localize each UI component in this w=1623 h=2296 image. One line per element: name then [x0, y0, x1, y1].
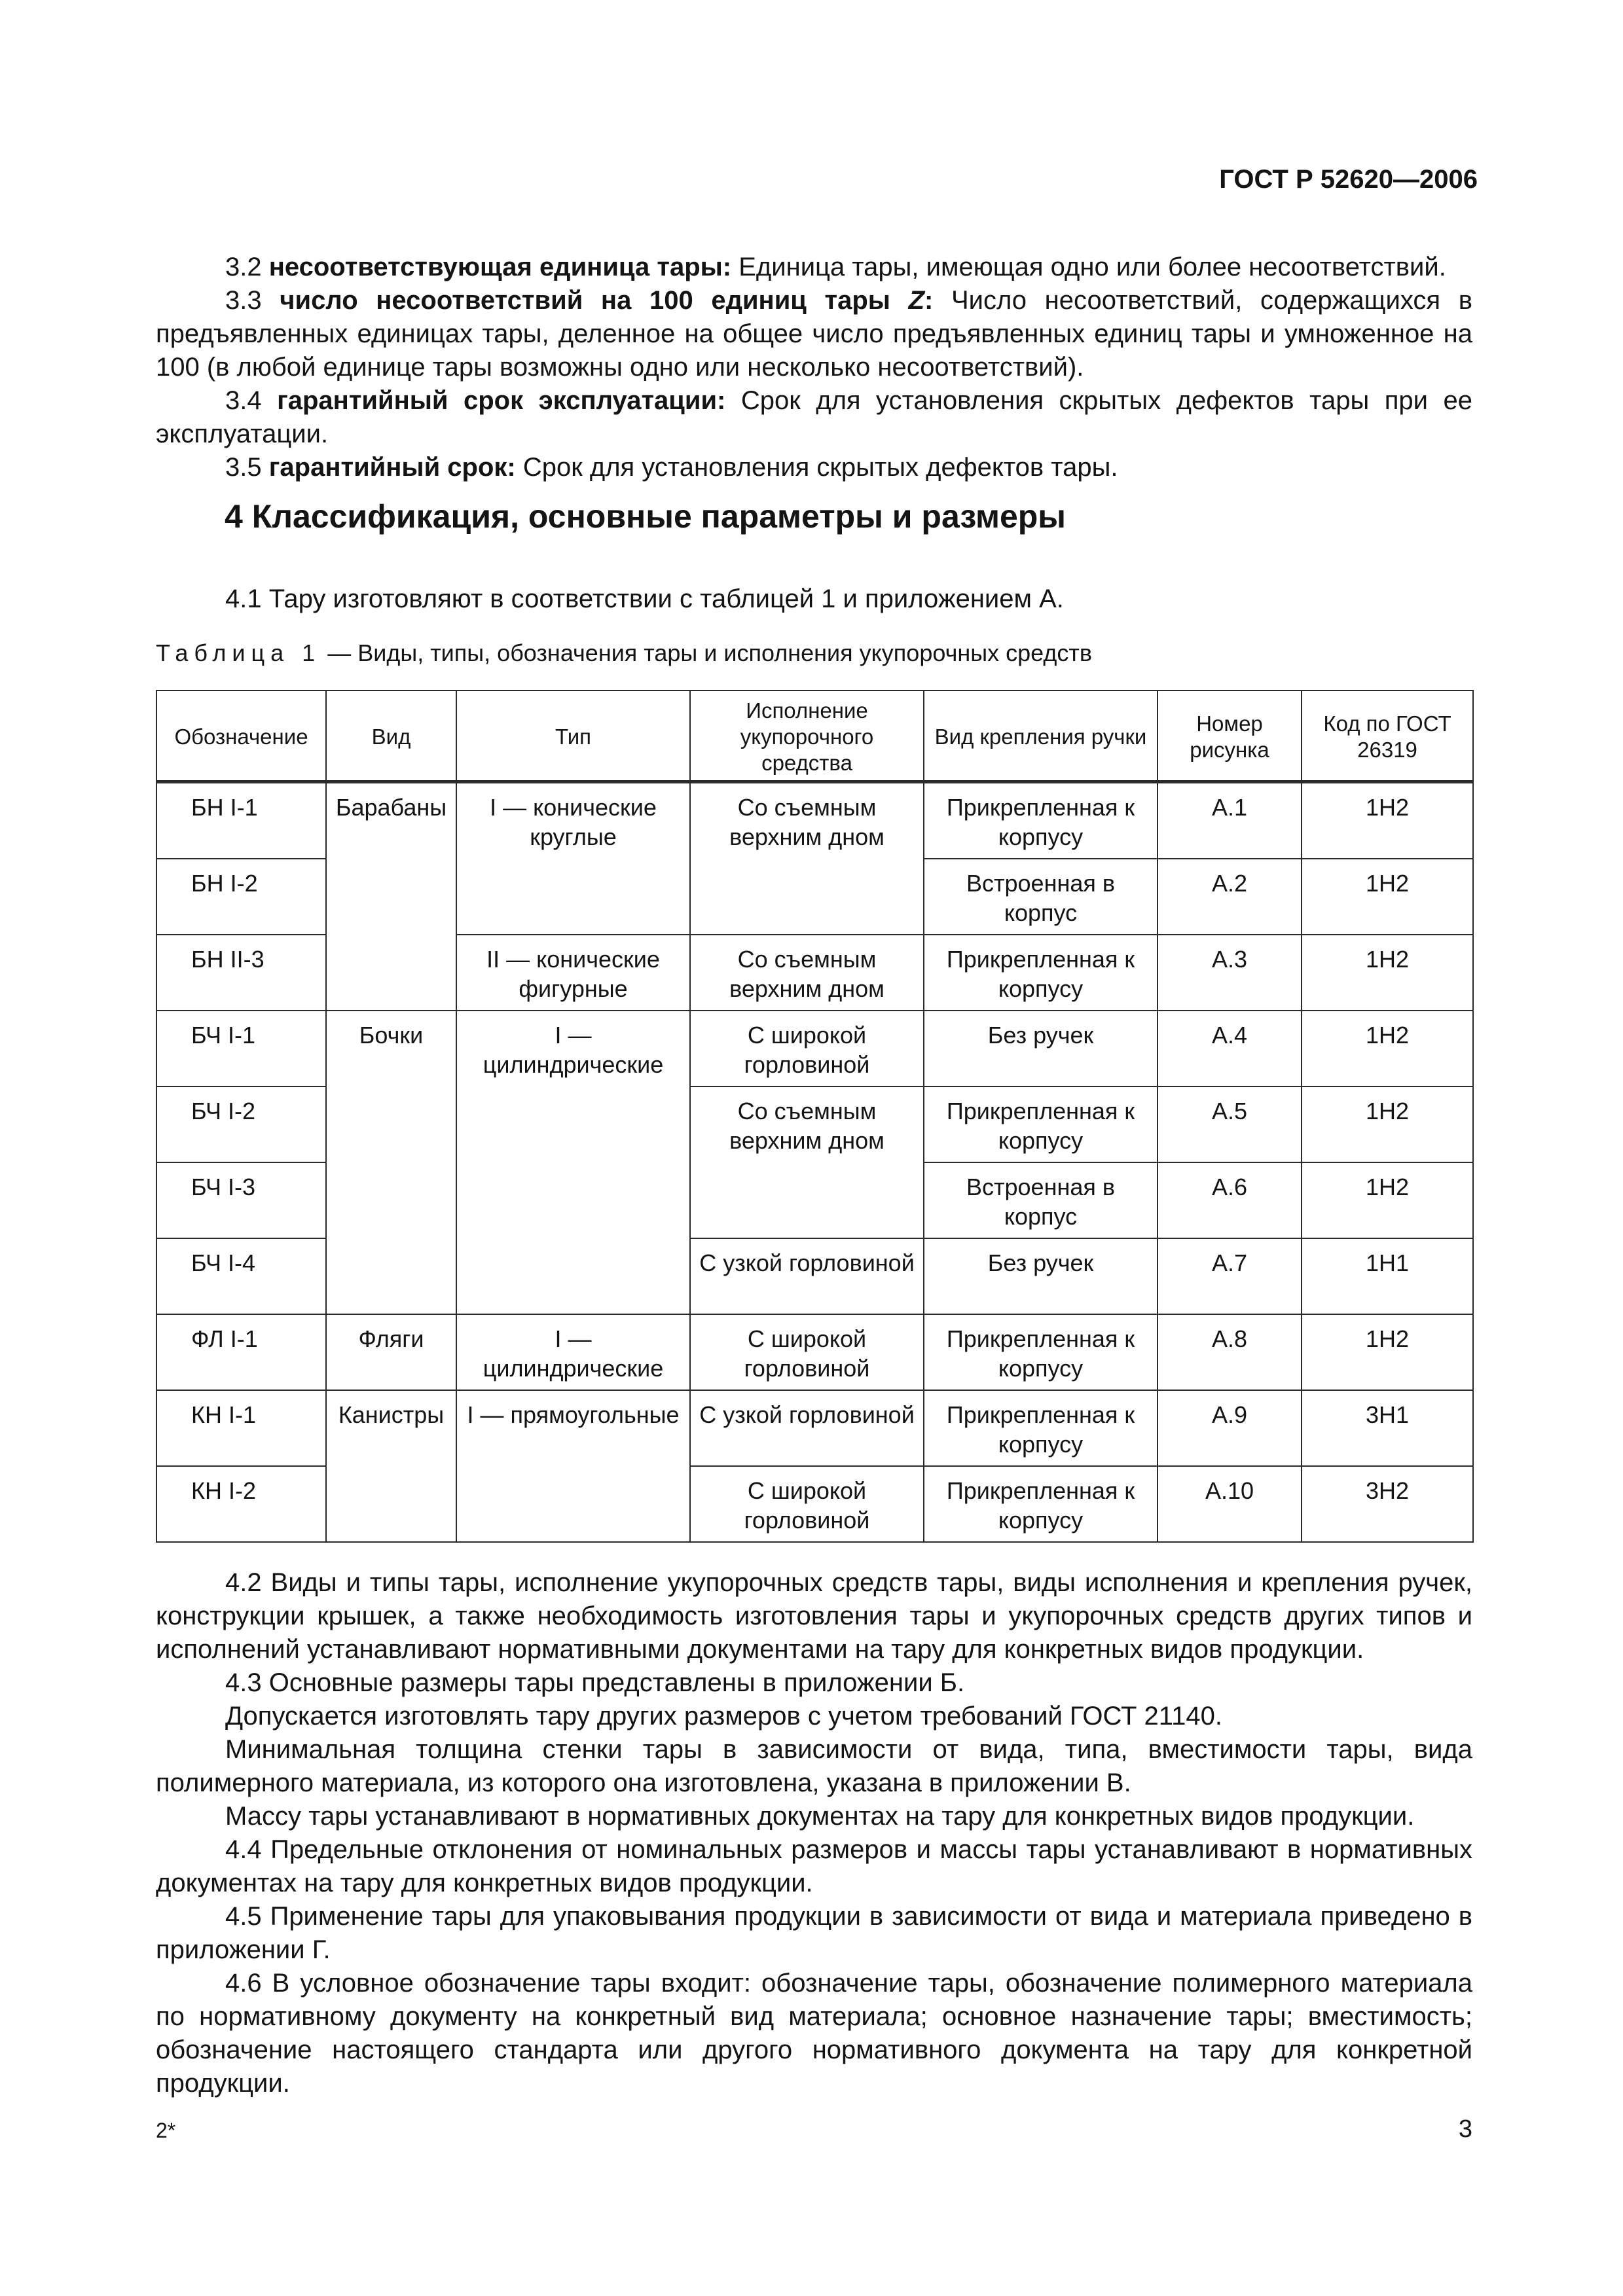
paragraph-4-6: 4.6 В условное обозначение тары входит: обозначение тары, обозначение полимерного материала по нормативному документу на конкретный вид материала; основное назначение тары; вместимость; обозначение настоящего стандарта или другого нормативного документа на тару для конкретной продукции.: [156, 1969, 1472, 2098]
paragraph-4-3-b: Минимальная толщина стенки тары в зависимости от вида, типа, вместимости тары, вида полимерного материала, из которого она изготовлена, указана в приложении В.: [156, 1735, 1472, 1797]
table-row: БН II-3 II — конические фигурные Со съемным верхним дном Прикрепленная к корпусу А.3 1Н2: [156, 935, 1473, 1011]
sheet-mark: 2*: [156, 2119, 176, 2142]
type-cell: I — конические круглые: [456, 782, 690, 935]
type-cell: I — цилиндрические: [456, 1314, 690, 1390]
table-row: КН I-1 Канистры I — прямоугольные С узкой горловиной Прикрепленная к корпусу А.9 3Н1: [156, 1390, 1473, 1466]
paragraph-4-3-c: Массу тары устанавливают в нормативных документах на тару для конкретных видов продукции.: [225, 1802, 1415, 1831]
closure-cell: С узкой горловиной: [690, 1390, 924, 1466]
table-caption: Таблица 1 — Виды, типы, обозначения тары и исполнения укупорочных средств: [156, 639, 1092, 666]
closure-cell: Со съемным верхним дном: [690, 1086, 924, 1238]
kind-cell: Барабаны: [326, 782, 456, 1011]
paragraph-4-3-a: Допускается изготовлять тару других размеров с учетом требований ГОСТ 21140.: [225, 1702, 1222, 1731]
section-heading: 4 Классификация, основные параметры и размеры: [225, 498, 1067, 535]
table-row: БН I-1 Барабаны I — конические круглые Со съемным верхним дном Прикрепленная к корпусу А.1 1Н2: [156, 782, 1473, 859]
col-header-designation: Обозначение: [156, 691, 326, 782]
table-row: БЧ I-4 С узкой горловиной Без ручек А.7 1Н1: [156, 1238, 1473, 1314]
paragraph-4-1: 4.1 Тару изготовляют в соответствии с таблицей 1 и приложением А.: [225, 584, 1064, 613]
type-cell: I — цилиндрические: [456, 1011, 690, 1314]
definition-3-2: 3.2 несоответствующая единица тары: Единица тары, имеющая одно или более несоответствий.: [225, 253, 1446, 281]
table-row: БЧ I-2 Со съемным верхним дном Прикрепленная к корпусу А.5 1Н2: [156, 1086, 1473, 1162]
closure-cell: С широкой горловиной: [690, 1011, 924, 1086]
col-header-type: Тип: [456, 691, 690, 782]
definition-3-5: 3.5 гарантийный срок: Срок для установления скрытых дефектов тары.: [225, 453, 1118, 482]
type-cell: II — конические фигурные: [456, 935, 690, 1011]
document-header: ГОСТ Р 52620—2006: [1219, 165, 1478, 194]
closure-cell: Со съемным верхним дном: [690, 935, 924, 1011]
term: гарантийный срок:: [268, 453, 516, 482]
table-row: КН I-2 С широкой горловиной Прикрепленная к корпусу А.10 3Н2: [156, 1466, 1473, 1542]
symbol-z: Z: [908, 286, 925, 315]
paragraph-4-3: 4.3 Основные размеры тары представлены в приложении Б.: [225, 1668, 965, 1697]
term: гарантийный срок эксплуатации:: [277, 386, 726, 415]
closure-cell: С узкой горловиной: [690, 1238, 924, 1314]
col-header-handle: Вид крепления ручки: [924, 691, 1158, 782]
table-row: БН I-2 Встроенная в корпус А.2 1Н2: [156, 859, 1473, 935]
type-cell: I — прямоугольные: [456, 1390, 690, 1542]
col-header-figure: Номер рисунка: [1158, 691, 1302, 782]
table-row: БЧ I-3 Встроенная в корпус А.6 1Н2: [156, 1162, 1473, 1238]
kind-cell: Канистры: [326, 1390, 456, 1542]
container-types-table: [156, 690, 1474, 1543]
kind-cell: Бочки: [326, 1011, 456, 1314]
term: число несоответствий на 100 единиц тары: [280, 286, 890, 315]
table-row: БЧ I-1 Бочки I — цилиндрические С широкой горловиной Без ручек А.4 1Н2: [156, 1011, 1473, 1086]
definition-3-3: 3.3 число несоответствий на 100 единиц тары Z: Число несоответствий, содержащихся в предъявленных единицах тары, деленное на общее число предъявленных единиц тары и умноженное на 100 (в любой единице тары возможны одно или несколько несоответствий).: [156, 286, 1472, 382]
col-header-code: Код по ГОСТ 26319: [1302, 691, 1473, 782]
closure-cell: С широкой горловиной: [690, 1466, 924, 1542]
page-number: 3: [1458, 2115, 1472, 2143]
paragraph-4-5: 4.5 Применение тары для упаковывания продукции в зависимости от вида и материала приведено в приложении Г.: [156, 1902, 1472, 1964]
paragraph-4-4: 4.4 Предельные отклонения от номинальных размеров и массы тары устанавливают в нормативных документах на тару для конкретных видов продукции.: [156, 1835, 1472, 1897]
closure-cell: Со съемным верхним дном: [690, 782, 924, 935]
closure-cell: С широкой горловиной: [690, 1314, 924, 1390]
col-header-closure: Исполнение укупорочного средства: [690, 691, 924, 782]
definition-3-4: 3.4 гарантийный срок эксплуатации: Срок для установления скрытых дефектов тары при ее эксплуатации.: [156, 386, 1472, 448]
paragraph-4-2: 4.2 Виды и типы тары, исполнение укупорочных средств тары, виды исполнения и крепления ручек, конструкции крышек, а также необходимость изготовления тары и укупорочных средств других типов и исполнений устанавливают нормативными документами на тару для конкретных видов продукции.: [156, 1568, 1472, 1664]
term: несоответствующая единица тары:: [268, 253, 732, 281]
table-header-row: [156, 691, 1473, 782]
table-row: ФЛ I-1 Фляги I — цилиндрические С широкой горловиной Прикрепленная к корпусу А.8 1Н2: [156, 1314, 1473, 1390]
col-header-kind: Вид: [326, 691, 456, 782]
kind-cell: Фляги: [326, 1314, 456, 1390]
